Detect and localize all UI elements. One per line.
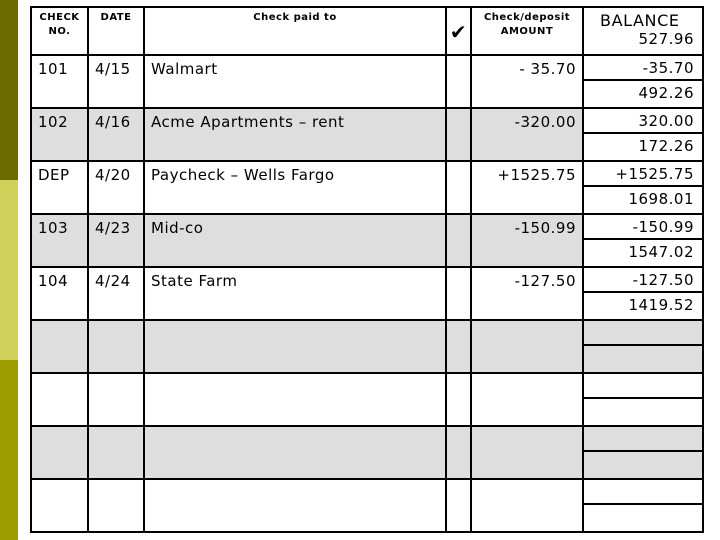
amount-cell xyxy=(471,426,583,479)
balance-cell xyxy=(583,479,703,532)
amount-cell xyxy=(471,373,583,426)
cleared-cell xyxy=(446,479,471,532)
running-balance: 1547.02 xyxy=(584,240,702,266)
table-row xyxy=(31,426,703,479)
date-cell: 4/24 xyxy=(88,267,144,320)
opening-balance: 527.96 xyxy=(638,30,694,48)
cleared-cell xyxy=(446,55,471,108)
balance-cell xyxy=(583,55,703,108)
accent-block-bottom xyxy=(0,360,18,540)
amount-cell: +1525.75 xyxy=(471,161,583,214)
balance-cell xyxy=(583,426,703,479)
balance-change xyxy=(584,480,702,505)
balance-change xyxy=(584,427,702,452)
cleared-cell xyxy=(446,214,471,267)
check-register-table xyxy=(30,6,704,533)
check-no-cell: 103 xyxy=(31,214,88,267)
payee-cell: Mid-co xyxy=(144,214,446,267)
balance-change: -127.50 xyxy=(584,268,702,293)
check-no-cell xyxy=(31,426,88,479)
date-cell xyxy=(88,373,144,426)
date-cell: 4/20 xyxy=(88,161,144,214)
check-no-cell xyxy=(31,320,88,373)
date-cell xyxy=(88,320,144,373)
table-row xyxy=(31,108,703,161)
payee-cell xyxy=(144,426,446,479)
payee-cell xyxy=(144,479,446,532)
cleared-cell xyxy=(446,373,471,426)
check-no-cell: 104 xyxy=(31,267,88,320)
check-no-cell xyxy=(31,373,88,426)
amount-header: Check/deposit AMOUNT xyxy=(471,7,583,55)
slide-accent-bar xyxy=(0,0,18,540)
accent-block-top xyxy=(0,0,18,180)
date-cell xyxy=(88,479,144,532)
amount-cell: -150.99 xyxy=(471,214,583,267)
cleared-cell xyxy=(446,426,471,479)
running-balance xyxy=(584,399,702,425)
payee-cell: State Farm xyxy=(144,267,446,320)
running-balance: 1419.52 xyxy=(584,293,702,319)
balance-change: -150.99 xyxy=(584,215,702,240)
cleared-cell xyxy=(446,267,471,320)
accent-block-middle xyxy=(0,180,18,360)
running-balance: 172.26 xyxy=(584,134,702,160)
payee-cell xyxy=(144,373,446,426)
table-row xyxy=(31,161,703,214)
balance-change xyxy=(584,321,702,346)
running-balance: 492.26 xyxy=(584,81,702,107)
amount-cell xyxy=(471,320,583,373)
amount-cell: - 35.70 xyxy=(471,55,583,108)
date-cell: 4/16 xyxy=(88,108,144,161)
cleared-cell xyxy=(446,161,471,214)
running-balance xyxy=(584,505,702,531)
checkmark-icon: ✔ xyxy=(449,20,468,44)
balance-change: 320.00 xyxy=(584,109,702,134)
table-row xyxy=(31,214,703,267)
cleared-cell xyxy=(446,108,471,161)
running-balance xyxy=(584,346,702,372)
balance-change: +1525.75 xyxy=(584,162,702,187)
amount-cell: -320.00 xyxy=(471,108,583,161)
payee-cell: Acme Apartments – rent xyxy=(144,108,446,161)
amount-cell: -127.50 xyxy=(471,267,583,320)
table-row xyxy=(31,373,703,426)
table-row xyxy=(31,267,703,320)
balance-change: -35.70 xyxy=(584,56,702,81)
balance-header xyxy=(583,7,703,55)
date-header: DATE xyxy=(88,7,144,55)
check-no-header: CHECK NO. xyxy=(31,7,88,55)
date-cell: 4/15 xyxy=(88,55,144,108)
cleared-header xyxy=(446,7,471,55)
payee-cell: Walmart xyxy=(144,55,446,108)
balance-cell xyxy=(583,161,703,214)
date-cell xyxy=(88,426,144,479)
payee-cell xyxy=(144,320,446,373)
payee-cell: Paycheck – Wells Fargo xyxy=(144,161,446,214)
balance-change xyxy=(584,374,702,399)
table-row xyxy=(31,479,703,532)
check-no-cell: DEP xyxy=(31,161,88,214)
balance-title: BALANCE xyxy=(600,11,680,30)
running-balance: 1698.01 xyxy=(584,187,702,213)
check-no-cell xyxy=(31,479,88,532)
paid-to-header: Check paid to xyxy=(144,7,446,55)
header-row xyxy=(31,7,703,55)
balance-cell xyxy=(583,108,703,161)
amount-cell xyxy=(471,479,583,532)
check-no-cell: 102 xyxy=(31,108,88,161)
balance-cell xyxy=(583,320,703,373)
check-no-cell: 101 xyxy=(31,55,88,108)
balance-cell xyxy=(583,214,703,267)
running-balance xyxy=(584,452,702,478)
table-row xyxy=(31,55,703,108)
date-cell: 4/23 xyxy=(88,214,144,267)
table-row xyxy=(31,320,703,373)
balance-cell xyxy=(583,267,703,320)
balance-cell xyxy=(583,373,703,426)
cleared-cell xyxy=(446,320,471,373)
